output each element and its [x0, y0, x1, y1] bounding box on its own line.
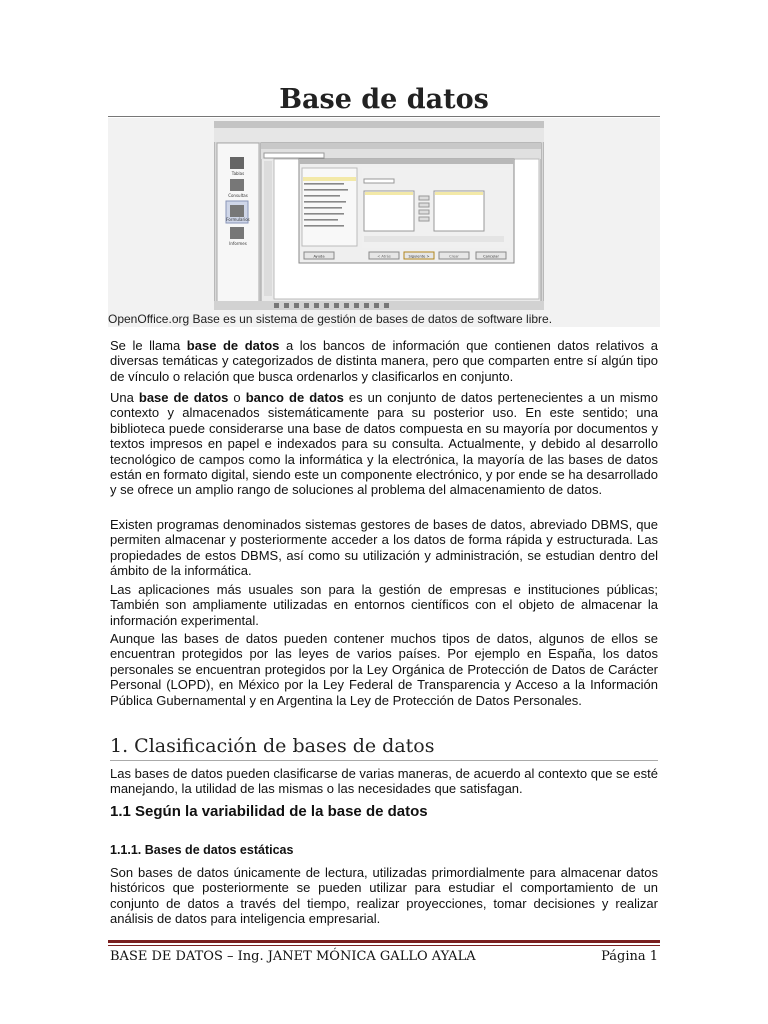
paragraph-2: Una base de datos o banco de datos es un conjunto de datos pertenecientes a un mismo contexto y almacenados sistemáticamente para su posterior uso. En este sentido; una biblioteca puede considerarse una base de datos compuesta en su mayoría por documentos y textos impresos en papel e indexados para su consulta. Actualmente, y debido al desarrollo tecnológico de campos como la informática y la electrónica, la mayoría de las bases de datos están en formato digital, siendo este un componente electrónico, y por ende se ha desarrollado y se ofrece un amplio rango de soluciones al problema del almacenamiento de datos.: [110, 390, 658, 498]
page-title: Base de datos: [279, 84, 489, 115]
section-heading-1: 1. Clasificación de bases de datos: [110, 735, 435, 757]
svg-text:Consultas: Consultas: [228, 193, 248, 198]
page-number: Página 1: [601, 949, 658, 964]
svg-text:Crear: Crear: [449, 254, 459, 259]
section-1-1-1-body: Son bases de datos únicamente de lectura, utilizadas primordialmente para almacenar datos históricos que posteriormente se pueden utilizar para estudiar el comportamiento de un conjunto de datos a través del tiempo, realizar proyecciones, tomar decisiones y realizar análisis de datos para inteligencia empresarial.: [110, 865, 658, 927]
section-1-intro: Las bases de datos pueden clasificarse de varias maneras, de acuerdo al contexto que se esté manejando, la utilidad de las mismas o las necesidades que satisfagan.: [110, 766, 658, 797]
section-rule: [110, 760, 658, 761]
reports-icon: [230, 227, 244, 239]
footer-left: BASE DE DATOS – Ing. JANET MÓNICA GALLO AYALA: [110, 949, 476, 964]
forms-icon: [230, 205, 244, 217]
paragraph-3: Existen programas denominados sistemas gestores de bases de datos, abreviado DBMS, que permiten almacenar y posteriormente acceder a los datos de forma rápida y estructurada. Las propiedades de estos DBMS, así como su utilización y administración, se estudian dentro del ámbito de la informática.: [110, 517, 658, 579]
footer-rule-thick: [108, 940, 660, 943]
tables-icon: [230, 157, 244, 169]
figure: [108, 118, 660, 327]
svg-text:Cancelar: Cancelar: [483, 254, 499, 259]
title-rule: [108, 116, 660, 117]
svg-text:Siguiente >: Siguiente >: [408, 254, 430, 259]
openoffice-screenshot: [214, 121, 544, 310]
svg-text:< Atrás: < Atrás: [377, 254, 391, 259]
paragraph-1: Se le llama base de datos a los bancos de información que contienen datos relativos a diversas temáticas y categorizados de distinta manera, pero que comparten entre sí algún tipo de vínculo o relación que busca ordenarlos y clasificarlos en conjunto.: [110, 338, 658, 384]
svg-text:Formularios: Formularios: [226, 217, 250, 222]
section-heading-1-1-1: 1.1.1. Bases de datos estáticas: [110, 843, 294, 857]
svg-text:Ayuda: Ayuda: [313, 254, 325, 259]
screenshot-image: [214, 121, 544, 310]
svg-text:Tablas: Tablas: [231, 171, 245, 176]
figure-caption: OpenOffice.org Base es un sistema de gestión de bases de datos de software libre.: [108, 312, 553, 326]
svg-text:Informes: Informes: [229, 241, 247, 246]
paragraph-5: Aunque las bases de datos pueden contener muchos tipos de datos, algunos de ellos se encuentran protegidos por las leyes de varios países. Por ejemplo en España, los datos personales se encuentran protegidos por la Ley Orgánica de Protección de Datos de Carácter Personal (LOPD), en México por la Ley Federal de Transparencia y Acceso a la Información Pública Gubernamental y en Argentina la Ley de Protección de Datos Personales.: [110, 631, 658, 708]
queries-icon: [230, 179, 244, 191]
paragraph-4: Las aplicaciones más usuales son para la gestión de empresas e instituciones públicas; También son ampliamente utilizadas en entornos científicos con el objeto de almacenar la información experimental.: [110, 582, 658, 628]
section-heading-1-1: 1.1 Según la variabilidad de la base de datos: [110, 803, 428, 820]
footer-rule-thin: [108, 945, 660, 946]
